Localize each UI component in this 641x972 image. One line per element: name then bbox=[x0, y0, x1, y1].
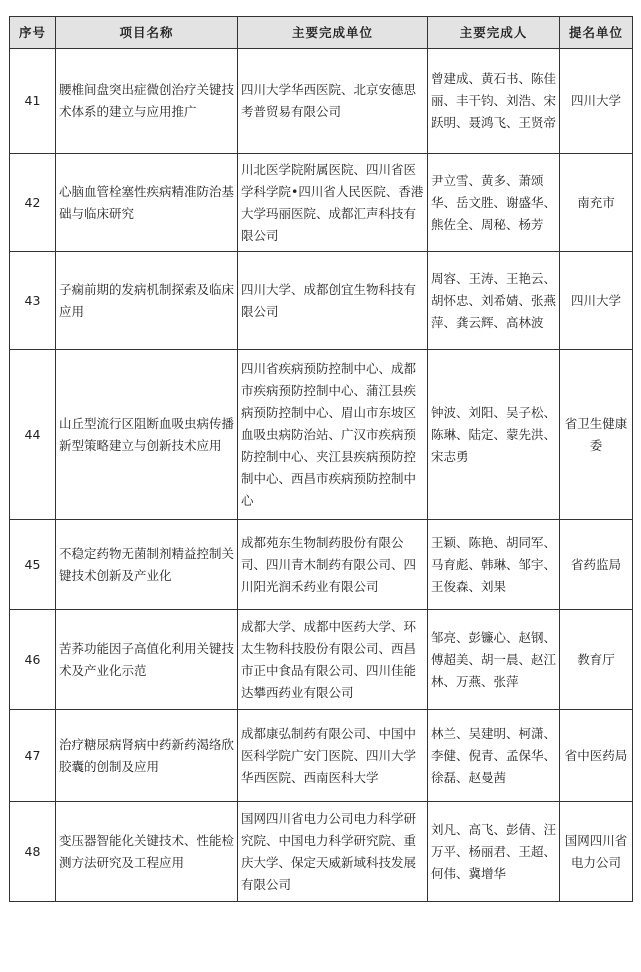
completing-persons: 林兰、吴建明、柯潇、李健、倪青、孟保华、徐磊、赵曼茜 bbox=[428, 710, 560, 802]
project-name: 腰椎间盘突出症微创治疗关键技术体系的建立与应用推广 bbox=[56, 49, 238, 154]
completing-persons: 尹立雪、黄多、萧颂华、岳文胜、谢盛华、熊佐全、周秘、杨芳 bbox=[428, 154, 560, 252]
nominating-unit: 教育厅 bbox=[560, 610, 633, 710]
row-number: 48 bbox=[10, 802, 56, 902]
header-completing-persons: 主要完成人 bbox=[428, 17, 560, 49]
header-completing-units: 主要完成单位 bbox=[238, 17, 428, 49]
completing-units: 成都大学、成都中医药大学、环太生物科技股份有限公司、西昌市正中食品有限公司、四川佳能达攀西药业有限公司 bbox=[238, 610, 428, 710]
project-name: 变压器智能化关键技术、性能检测方法研究及工程应用 bbox=[56, 802, 238, 902]
completing-persons: 周容、王涛、王艳云、胡怀忠、刘希婧、张燕萍、龚云辉、高林波 bbox=[428, 252, 560, 350]
nominating-unit: 省卫生健康委 bbox=[560, 350, 633, 520]
table-row bbox=[10, 610, 633, 710]
nominating-unit: 省中医药局 bbox=[560, 710, 633, 802]
project-name: 不稳定药物无菌制剂精益控制关键技术创新及产业化 bbox=[56, 520, 238, 610]
nominating-unit: 省药监局 bbox=[560, 520, 633, 610]
project-name: 山丘型流行区阻断血吸虫病传播新型策略建立与创新技术应用 bbox=[56, 350, 238, 520]
header-row bbox=[10, 17, 633, 49]
completing-persons: 钟波、刘阳、吴子松、陈琳、陆定、蒙先洪、宋志勇 bbox=[428, 350, 560, 520]
table-row bbox=[10, 802, 633, 902]
row-number: 41 bbox=[10, 49, 56, 154]
nominating-unit: 四川大学 bbox=[560, 252, 633, 350]
project-name: 苦荞功能因子高值化利用关键技术及产业化示范 bbox=[56, 610, 238, 710]
completing-units: 川北医学院附属医院、四川省医学科学院•四川省人民医院、香港大学玛丽医院、成都汇声科技有限公司 bbox=[238, 154, 428, 252]
table-row bbox=[10, 710, 633, 802]
completing-units: 成都康弘制药有限公司、中国中医科学院广安门医院、四川大学华西医院、西南医科大学 bbox=[238, 710, 428, 802]
table-body bbox=[10, 49, 633, 902]
nominating-unit: 四川大学 bbox=[560, 49, 633, 154]
completing-units: 成都苑东生物制药股份有限公司、四川青木制药有限公司、四川阳光润禾药业有限公司 bbox=[238, 520, 428, 610]
header-nominating-unit: 提名单位 bbox=[560, 17, 633, 49]
row-number: 46 bbox=[10, 610, 56, 710]
row-number: 45 bbox=[10, 520, 56, 610]
nominating-unit: 南充市 bbox=[560, 154, 633, 252]
completing-units: 国网四川省电力公司电力科学研究院、中国电力科学研究院、重庆大学、保定天威新域科技发展有限公司 bbox=[238, 802, 428, 902]
completing-persons: 邹亮、彭镰心、赵钢、傅超美、胡一晨、赵江林、万燕、张萍 bbox=[428, 610, 560, 710]
completing-persons: 曾建成、黄石书、陈佳丽、丰干钧、刘浩、宋跃明、聂鸿飞、王贤帝 bbox=[428, 49, 560, 154]
completing-units: 四川大学华西医院、北京安德思考普贸易有限公司 bbox=[238, 49, 428, 154]
row-number: 42 bbox=[10, 154, 56, 252]
table-header bbox=[10, 17, 633, 49]
completing-persons: 王颖、陈艳、胡同军、马育彪、韩琳、邹宇、王俊森、刘果 bbox=[428, 520, 560, 610]
header-project-name: 项目名称 bbox=[56, 17, 238, 49]
table-row bbox=[10, 252, 633, 350]
row-number: 47 bbox=[10, 710, 56, 802]
nominating-unit: 国网四川省电力公司 bbox=[560, 802, 633, 902]
completing-units: 四川省疾病预防控制中心、成都市疾病预防控制中心、蒲江县疾病预防控制中心、眉山市东坡区血吸虫病防治站、广汉市疾病预防控制中心、夹江县疾病预防控制中心、西昌市疾病预防控制中心 bbox=[238, 350, 428, 520]
project-name: 心脑血管栓塞性疾病精准防治基础与临床研究 bbox=[56, 154, 238, 252]
awards-table bbox=[9, 16, 633, 902]
completing-persons: 刘凡、高飞、彭倩、汪万平、杨丽君、王超、何伟、冀增华 bbox=[428, 802, 560, 902]
table-row bbox=[10, 350, 633, 520]
table-row bbox=[10, 49, 633, 154]
row-number: 43 bbox=[10, 252, 56, 350]
project-name: 治疗糖尿病肾病中药新药渴络欣胶囊的创制及应用 bbox=[56, 710, 238, 802]
table-row bbox=[10, 520, 633, 610]
project-name: 子痫前期的发病机制探索及临床应用 bbox=[56, 252, 238, 350]
completing-units: 四川大学、成都创宜生物科技有限公司 bbox=[238, 252, 428, 350]
header-number: 序号 bbox=[10, 17, 56, 49]
row-number: 44 bbox=[10, 350, 56, 520]
table-row bbox=[10, 154, 633, 252]
